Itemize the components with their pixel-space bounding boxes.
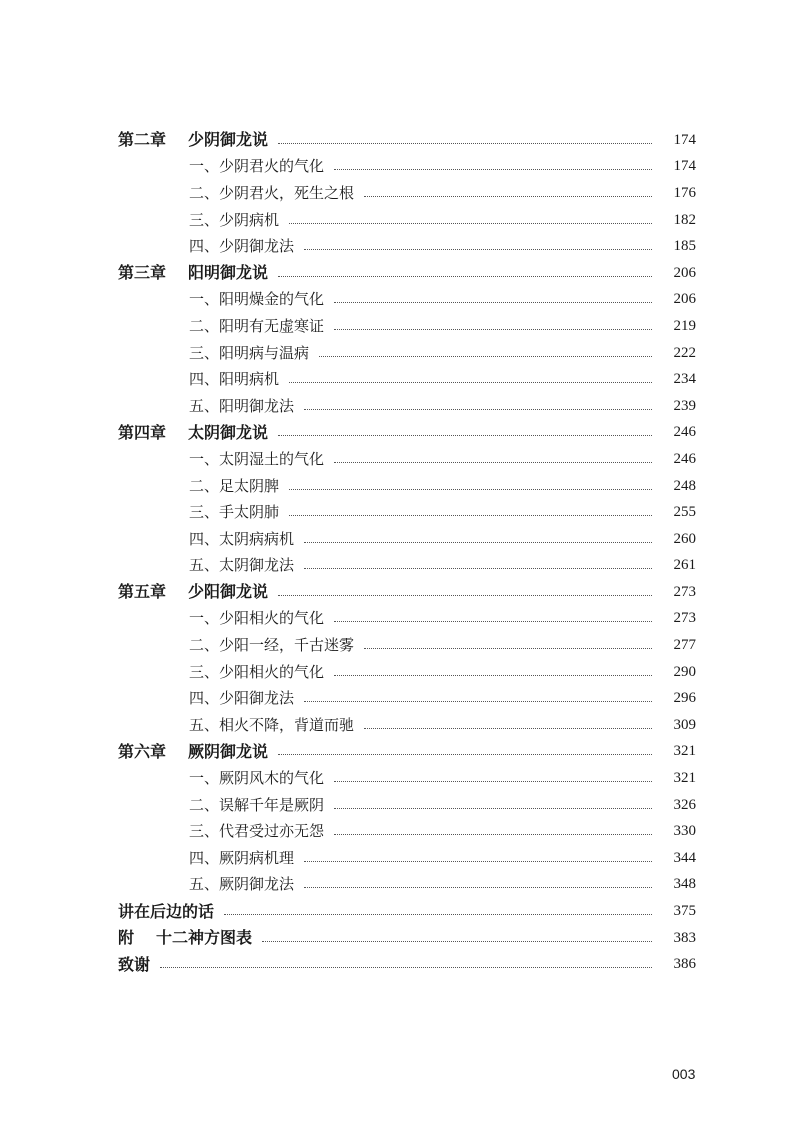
toc-entry-title	[0, 292, 324, 307]
dot-leader	[304, 701, 652, 702]
entry-label: 五、相火不降，背道而驰	[189, 715, 355, 734]
toc-chapter-row	[0, 127, 800, 154]
toc-page-number: 176	[673, 184, 696, 201]
table-of-contents	[0, 127, 800, 978]
dot-leader	[304, 887, 652, 888]
dot-leader	[278, 435, 652, 436]
chapter-number: 第六章	[118, 741, 167, 761]
dot-leader	[224, 914, 652, 915]
toc-section-row	[0, 606, 800, 633]
toc-entry-title	[0, 930, 252, 946]
toc-section-row	[0, 818, 800, 845]
toc-chapter-row	[0, 925, 800, 952]
dot-leader	[278, 754, 652, 755]
toc-entry-title	[0, 848, 295, 867]
entry-label: 四、少阴御龙法	[189, 237, 295, 256]
toc-entry-title	[0, 343, 310, 362]
toc-entry-title	[0, 662, 325, 681]
toc-page-number: 309	[673, 716, 696, 733]
dot-leader	[262, 941, 652, 942]
entry-label: 五、厥阴御龙法	[189, 875, 295, 894]
toc-page-number: 206	[673, 291, 696, 308]
entry-label: 厥阴御龙说	[188, 741, 269, 761]
toc-page-number: 206	[673, 264, 696, 281]
toc-page-number: 174	[673, 131, 696, 148]
toc-chapter-row	[0, 420, 800, 447]
dot-leader	[289, 382, 652, 383]
entry-label: 三、阳明病与温病	[189, 343, 310, 362]
toc-page-number: 246	[673, 450, 696, 467]
entry-label: 二、少阴君火，死生之根	[189, 183, 355, 202]
entry-label: 四、少阳御龙法	[189, 689, 295, 708]
toc-entry-title	[0, 795, 325, 814]
toc-section-row	[0, 393, 800, 420]
dot-leader	[334, 462, 652, 463]
dot-leader	[334, 169, 652, 170]
toc-page-number: 383	[673, 929, 696, 946]
toc-section-row	[0, 313, 800, 340]
entry-label: 太阴御龙说	[188, 422, 269, 442]
toc-entry-title	[0, 901, 215, 921]
toc-page-number: 321	[673, 743, 696, 760]
entry-label: 一、厥阴风木的气化	[189, 769, 325, 788]
entry-label: 一、少阳相火的气化	[189, 609, 325, 628]
dot-leader	[160, 967, 652, 968]
entry-label: 一、阳明燥金的气化	[189, 290, 325, 309]
toc-section-row	[0, 180, 800, 207]
dot-leader	[364, 728, 652, 729]
entry-label: 三、代君受过亦无怨	[189, 822, 325, 841]
entry-label: 五、阳明御龙法	[189, 396, 295, 415]
toc-page-number: 234	[673, 371, 696, 388]
entry-label: 十二神方图表	[156, 928, 253, 948]
toc-page-number: 273	[673, 583, 696, 600]
dot-leader	[289, 489, 652, 490]
chapter-number: 第三章	[118, 263, 167, 283]
entry-label: 三、手太阴肺	[189, 503, 280, 522]
entry-label: 阳明御龙说	[188, 263, 269, 283]
toc-chapter-row	[0, 739, 800, 766]
toc-chapter-row	[0, 898, 800, 925]
toc-section-row	[0, 446, 800, 473]
entry-label: 讲在后边的话	[118, 901, 215, 921]
toc-section-row	[0, 659, 800, 686]
toc-page-number: 219	[673, 317, 696, 334]
toc-section-row	[0, 872, 800, 899]
dot-leader	[334, 808, 652, 809]
dot-leader	[334, 834, 652, 835]
toc-page-number: 222	[673, 344, 696, 361]
toc-section-row	[0, 154, 800, 181]
toc-section-row	[0, 712, 800, 739]
dot-leader	[304, 568, 652, 569]
toc-chapter-row	[0, 579, 800, 606]
toc-entry-title	[0, 611, 324, 626]
entry-label: 四、厥阴病机理	[189, 848, 295, 867]
entry-label: 一、少阴君火的气化	[189, 157, 325, 176]
toc-entry-title	[0, 715, 355, 734]
toc-entry-title	[0, 741, 269, 761]
chapter-number: 附	[118, 928, 135, 948]
toc-entry-title	[0, 239, 294, 254]
dot-leader	[278, 143, 652, 144]
toc-page-number: 174	[673, 158, 696, 175]
toc-page-number: 348	[673, 876, 696, 893]
toc-entry-title	[0, 771, 324, 786]
toc-page-number: 277	[673, 637, 696, 654]
toc-section-row	[0, 526, 800, 553]
toc-section-row	[0, 765, 800, 792]
dot-leader	[334, 781, 652, 782]
toc-page-number: 248	[673, 477, 696, 494]
toc-entry-title	[0, 183, 355, 202]
toc-page-number: 239	[673, 397, 696, 414]
toc-entry-title	[0, 954, 151, 974]
entry-label: 四、阳明病机	[189, 370, 280, 389]
chapter-number: 第二章	[118, 130, 167, 150]
toc-entry-title	[0, 691, 294, 706]
toc-page-number: 386	[673, 956, 696, 973]
toc-entry-title	[0, 422, 269, 442]
toc-page-number: 255	[673, 504, 696, 521]
toc-section-row	[0, 340, 800, 367]
toc-page-number: 326	[673, 796, 696, 813]
dot-leader	[278, 276, 652, 277]
toc-section-row	[0, 499, 800, 526]
toc-page-number: 344	[673, 849, 696, 866]
toc-page-number: 273	[673, 610, 696, 627]
page-number: 003	[672, 1066, 696, 1082]
entry-label: 四、太阴病病机	[189, 529, 295, 548]
entry-label: 二、足太阴脾	[189, 476, 280, 495]
toc-page-number: 296	[673, 690, 696, 707]
entry-label: 五、太阴御龙法	[189, 556, 295, 575]
toc-page-number: 260	[673, 530, 696, 547]
dot-leader	[334, 329, 652, 330]
dot-leader	[334, 621, 652, 622]
entry-label: 致谢	[118, 954, 151, 974]
entry-label: 二、少阳一经，千古迷雾	[189, 636, 355, 655]
toc-entry-title	[0, 159, 324, 174]
dot-leader	[364, 648, 652, 649]
toc-section-row	[0, 685, 800, 712]
dot-leader	[364, 196, 652, 197]
toc-section-row	[0, 845, 800, 872]
toc-page-number: 246	[673, 424, 696, 441]
dot-leader	[289, 223, 652, 224]
toc-page-number: 261	[673, 557, 696, 574]
toc-section-row	[0, 366, 800, 393]
entry-label: 二、误解千年是厥阴	[189, 795, 325, 814]
toc-section-row	[0, 287, 800, 314]
toc-entry-title	[0, 824, 324, 839]
chapter-number: 第五章	[118, 582, 167, 602]
toc-entry-title	[0, 476, 280, 495]
toc-page-number: 321	[673, 770, 696, 787]
toc-page-number: 182	[673, 211, 696, 228]
toc-chapter-row	[0, 260, 800, 287]
toc-page-number: 290	[673, 663, 696, 680]
toc-entry-title	[0, 877, 294, 892]
toc-chapter-row	[0, 951, 800, 978]
entry-label: 二、阳明有无虚寒证	[189, 316, 325, 335]
dot-leader	[278, 595, 652, 596]
dot-leader	[304, 249, 652, 250]
chapter-number: 第四章	[118, 422, 167, 442]
toc-section-row	[0, 233, 800, 260]
entry-label: 三、少阳相火的气化	[189, 662, 325, 681]
toc-entry-title	[0, 505, 279, 520]
entry-label: 一、太阴湿土的气化	[189, 449, 325, 468]
entry-label: 三、少阴病机	[189, 210, 280, 229]
toc-entry-title	[0, 638, 354, 653]
toc-entry-title	[0, 449, 325, 468]
toc-entry-title	[0, 372, 279, 387]
toc-entry-title	[0, 265, 268, 281]
toc-page-number: 375	[673, 903, 696, 920]
toc-page-number: 330	[673, 823, 696, 840]
dot-leader	[319, 356, 652, 357]
toc-entry-title	[0, 529, 295, 548]
toc-entry-title	[0, 584, 268, 600]
toc-section-row	[0, 792, 800, 819]
entry-label: 少阴御龙说	[188, 130, 269, 150]
toc-section-row	[0, 553, 800, 580]
toc-section-row	[0, 207, 800, 234]
dot-leader	[334, 302, 652, 303]
toc-section-row	[0, 632, 800, 659]
toc-entry-title	[0, 132, 268, 148]
toc-entry-title	[0, 210, 280, 229]
dot-leader	[304, 861, 652, 862]
toc-section-row	[0, 473, 800, 500]
toc-entry-title	[0, 396, 295, 415]
toc-page-number: 185	[673, 238, 696, 255]
entry-label: 少阳御龙说	[188, 582, 269, 602]
dot-leader	[304, 542, 652, 543]
dot-leader	[289, 515, 652, 516]
dot-leader	[304, 409, 652, 410]
toc-entry-title	[0, 316, 325, 335]
toc-entry-title	[0, 558, 294, 573]
dot-leader	[334, 675, 652, 676]
